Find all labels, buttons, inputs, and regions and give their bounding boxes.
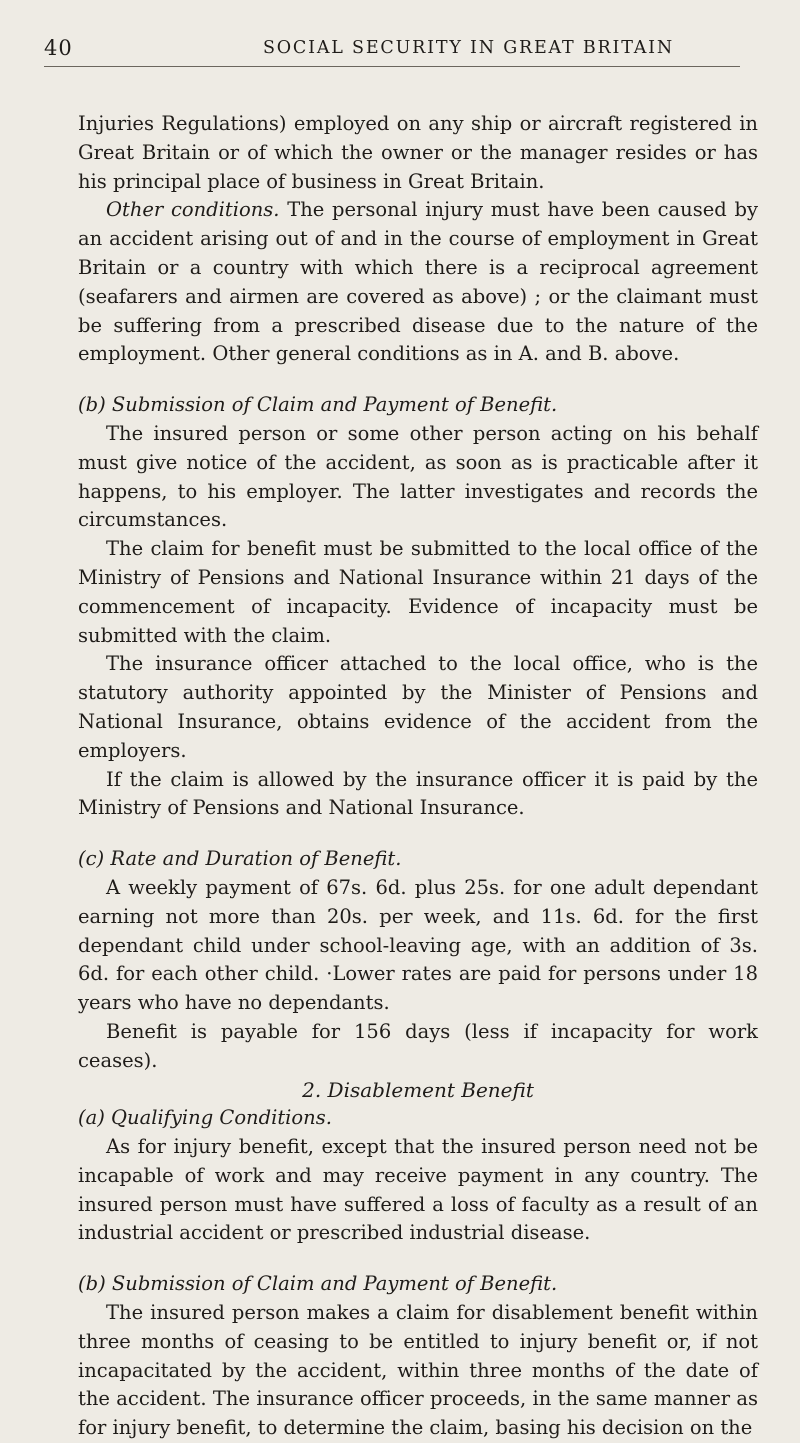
paragraph-qualifying: As for injury benefit, except that the insured person need not be incapable of work and may receive payment in any country. The insured person must have suffered a loss of faculty as a result of an industrial accident or prescribed industrial disease. [78, 1135, 758, 1245]
paragraph-lead: Other conditions. [106, 198, 280, 222]
paragraph-claim-allowed: If the claim is allowed by the insurance officer it is paid by the Ministry of Pensions and National Insurance. [78, 767, 758, 820]
paragraph-notice: The insured person or some other person acting on his behalf must give notice of the accident, as soon as is practicable after it happens, to his employer. The latter investigates and records the circumstances. [78, 421, 758, 532]
page-number: 40 [44, 36, 73, 60]
subheading-qualifying-conditions: (a) Qualifying Conditions. [78, 1106, 332, 1130]
running-header [44, 36, 740, 67]
paragraph-weekly-payment: A weekly payment of 67s. 6d. plus 25s. for one adult dependant earning not more than 20s. per week, and 11s. 6d. for the first dependant child under school-leaving age, with an addition of 3s. 6d. for each other child. ·Lower rates are paid for persons under 18 years who have no dependants. [78, 875, 758, 1015]
section-title-disablement-benefit: 2. Disablement Benefit [302, 1077, 534, 1102]
paragraph-benefit-duration: Benefit is payable for 156 days (less if incapacity for work ceases). [78, 1019, 758, 1072]
paragraph-disablement-claim: The insured person makes a claim for disablement benefit within three months of ceasing to be entitled to injury benefit or, if not incapacitated by the accident, within three months of the date of the accident. The insurance officer proceeds, in the same manner as for injury benefit, to determine the claim, basing his decision on the [78, 1301, 758, 1440]
running-title: SOCIAL SECURITY IN GREAT BRITAIN [263, 38, 675, 58]
page-body [78, 110, 758, 1443]
subheading-submission-claim-2: (b) Submission of Claim and Payment of Benefit. [78, 1272, 558, 1296]
paragraph-claim-submission: The claim for benefit must be submitted to the local office of the Ministry of Pensions and National Insurance within 21 days of the commencement of incapacity. Evidence of incapacity must be submitted with the claim. [78, 537, 758, 647]
paragraph-other-conditions [78, 196, 758, 369]
paragraph-text: The personal injury must have been caused by an accident arising out of and in the course of employment in Great Britain or a country with which there is a reciprocal agreement (seafarers and airmen are covered as above) ; or the claimant must be suffering from a prescribed disease due to the nature of the employment. Other general conditions as in A. and B. above. [78, 198, 758, 366]
paragraph-continuation: Injuries Regulations) employed on any ship or aircraft registered in Great Britain or of which the owner or the manager resides or has his principal place of business in Great Britain. [78, 112, 758, 193]
subheading-submission-claim: (b) Submission of Claim and Payment of Benefit. [78, 393, 558, 417]
subheading-rate-duration: (c) Rate and Duration of Benefit. [78, 847, 402, 871]
paragraph-insurance-officer: The insurance officer attached to the local office, who is the statutory authority appointed by the Minister of Pensions and National Insurance, obtains evidence of the accident from the employers. [78, 652, 758, 762]
